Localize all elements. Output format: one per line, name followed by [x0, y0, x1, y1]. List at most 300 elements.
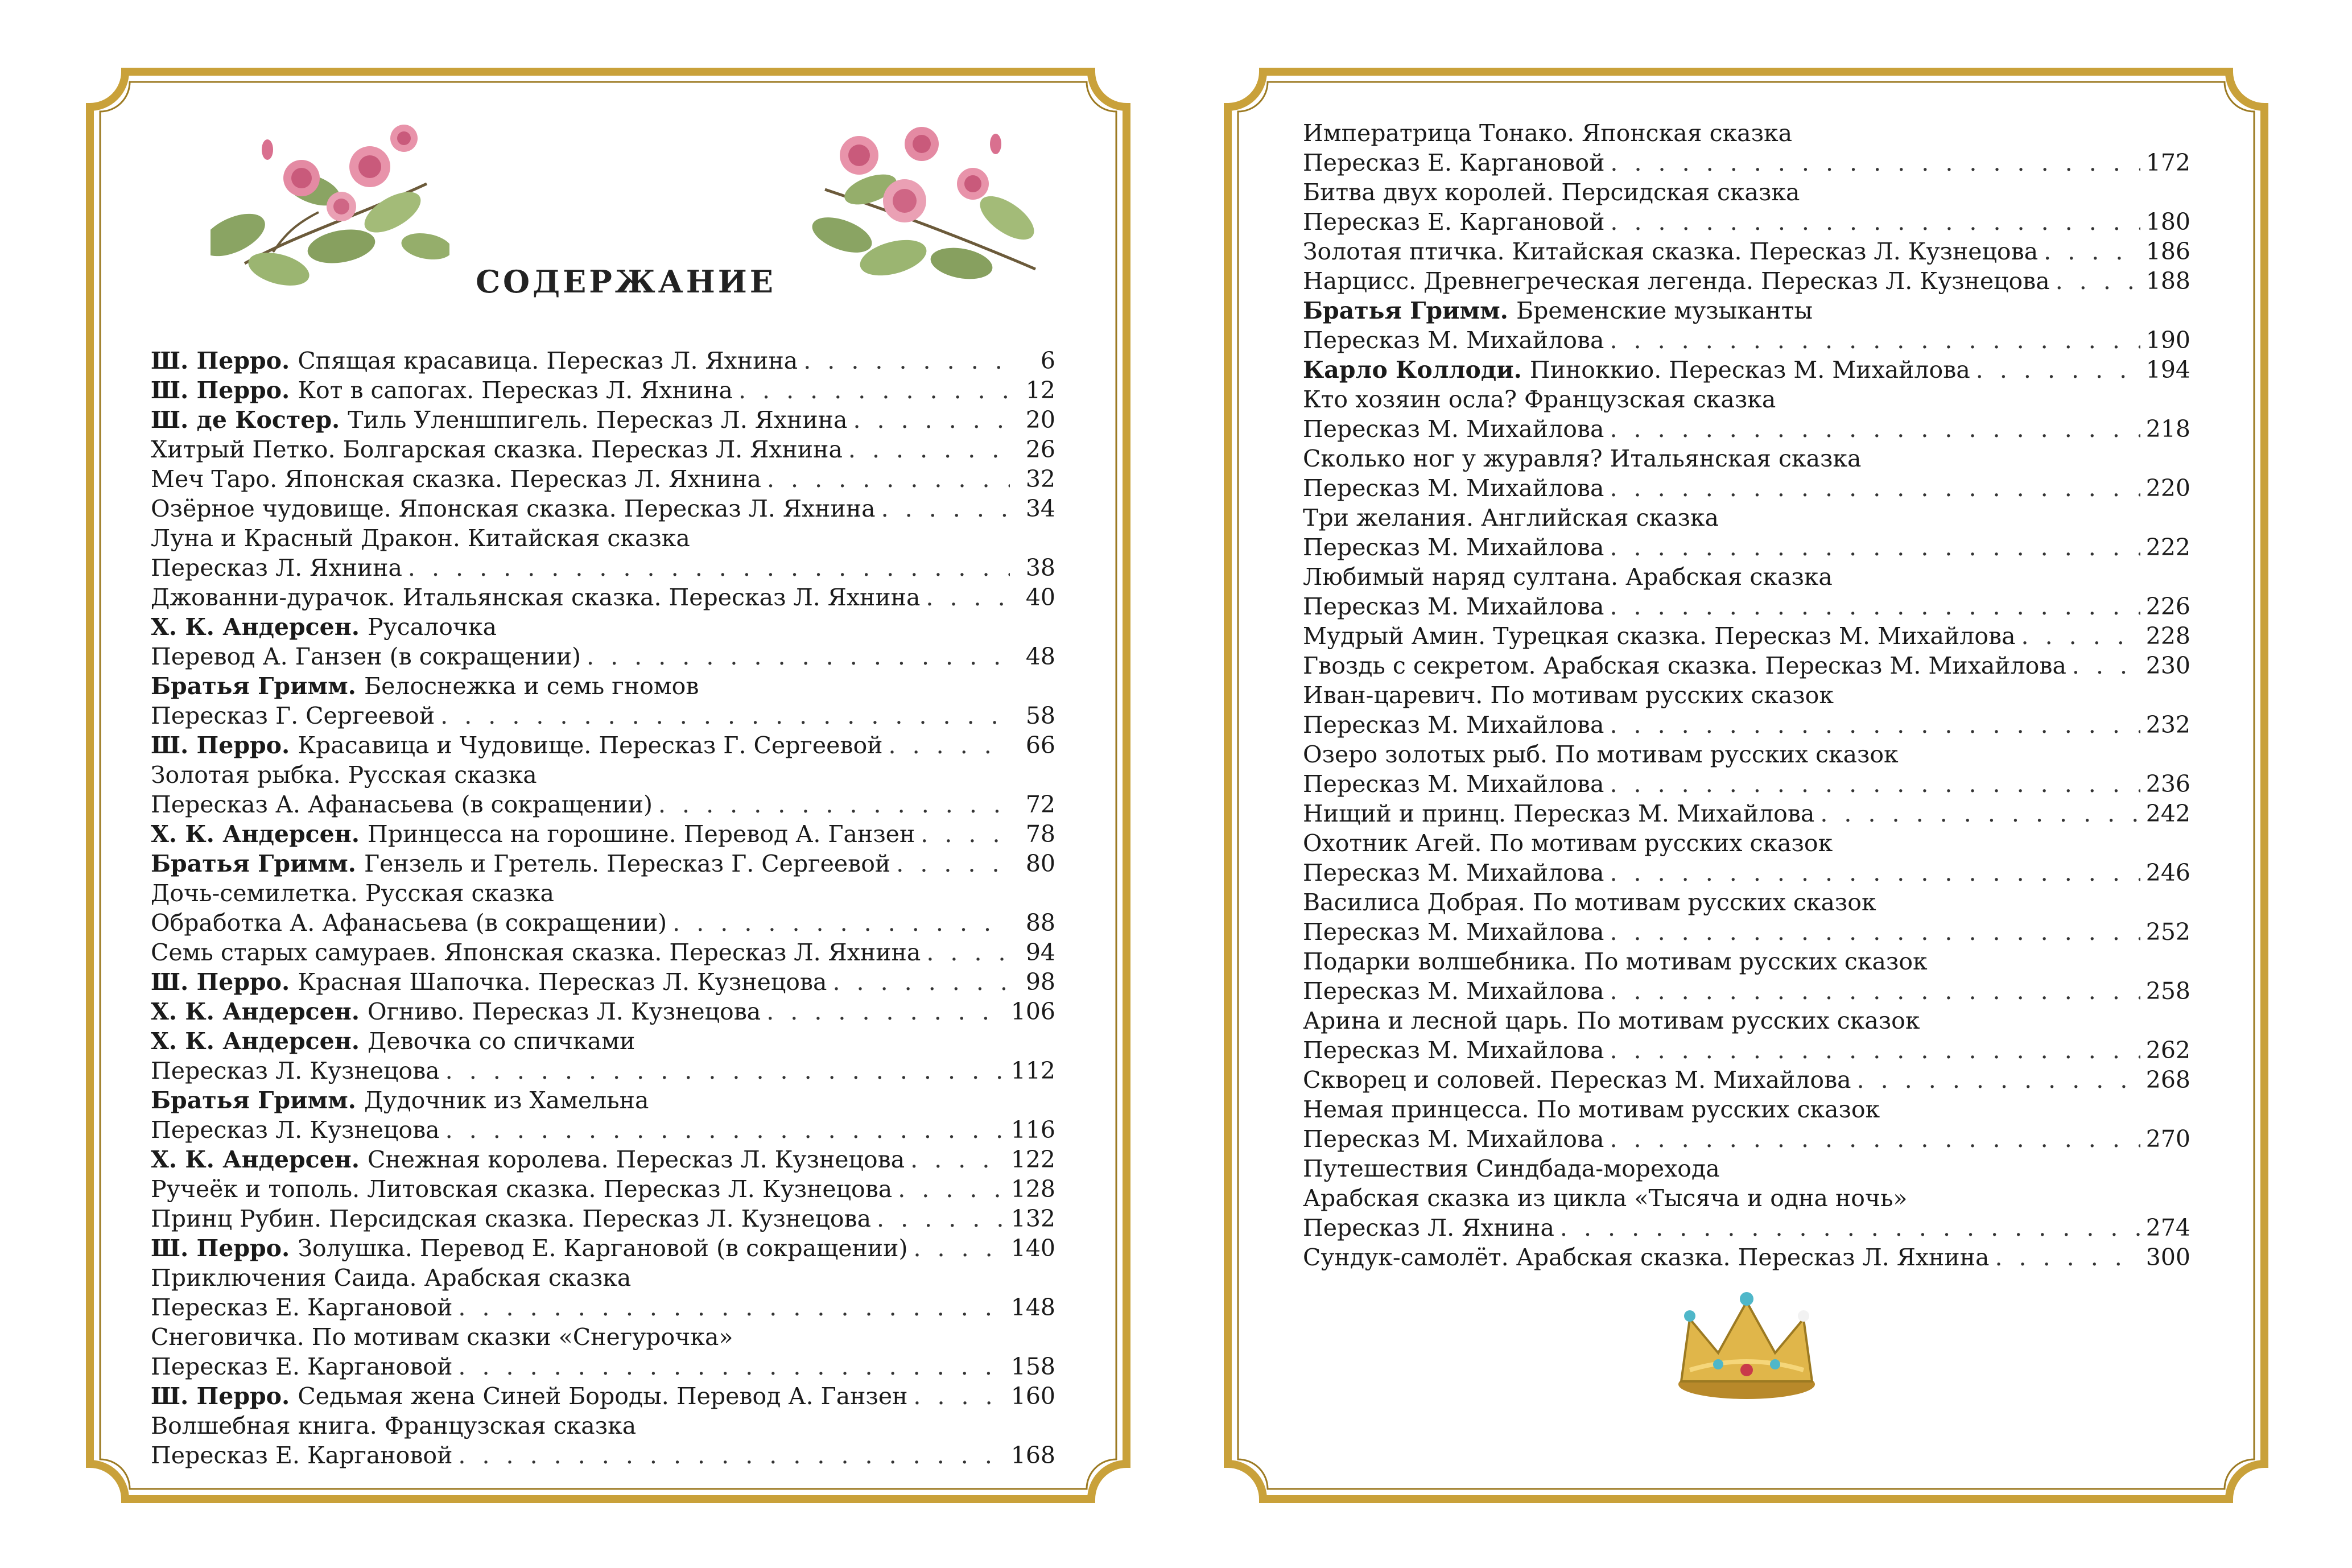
- toc-title: Скворец и соловей. Пересказ М. Михайлова: [1303, 1066, 1851, 1094]
- toc-title: Немая принцесса. По мотивам русских сказок: [1303, 1096, 1880, 1123]
- toc-line: [1303, 828, 2190, 858]
- toc-title: Пересказ М. Михайлова: [1303, 415, 1604, 443]
- toc-author: Х. К. Андерсен.: [151, 1028, 360, 1055]
- toc-page-number: 226: [2145, 593, 2190, 620]
- toc-title: Золотая рыбка. Русская сказка: [151, 761, 537, 789]
- toc-page-number: 186: [2145, 238, 2190, 265]
- toc-entry: [1303, 325, 2190, 355]
- toc-leader-dots: [658, 790, 1010, 819]
- toc-leader-dots: [766, 997, 1005, 1026]
- toc-entry: [1303, 385, 2190, 414]
- toc-leader-dots: [458, 1352, 1005, 1381]
- toc-title: Перевод А. Ганзен (в сокращении): [151, 643, 581, 670]
- toc-leader-dots: [2072, 651, 2140, 680]
- toc-page-number: 88: [1025, 909, 1055, 936]
- rose-branch-icon: [808, 121, 1047, 292]
- toc-title: Любимый наряд султана. Арабская сказка: [1303, 563, 1833, 591]
- toc-leader-dots: [896, 849, 1010, 878]
- toc-title: Три желания. Английская сказка: [1303, 504, 1719, 531]
- toc-line: [1303, 562, 2190, 592]
- toc-entry: [1303, 1243, 2190, 1272]
- toc-entry: [1303, 444, 2190, 473]
- toc-title: Арабская сказка из цикла «Тысяча и одна ночь»: [1303, 1185, 1908, 1212]
- toc-leader-dots: [848, 435, 1010, 464]
- toc-title: Пересказ Е. Каргановой: [151, 1442, 453, 1469]
- toc-page-number: 112: [1010, 1057, 1055, 1084]
- toc-leader-dots: [672, 908, 1010, 938]
- toc-title: Сколько ног у журавля? Итальянская сказка: [1303, 445, 1862, 472]
- toc-title: Сундук-самолёт. Арабская сказка. Пересказ Л. Яхнина: [1303, 1244, 1990, 1271]
- toc-author: Братья Гримм.: [151, 1087, 356, 1114]
- toc-entry: [151, 1293, 1055, 1322]
- toc-line: [1303, 1154, 2190, 1183]
- toc-entry: [1303, 355, 2190, 385]
- toc-line: [151, 790, 1055, 819]
- toc-entry: [151, 1381, 1055, 1411]
- toc-title: Белоснежка и семь гномов: [364, 672, 699, 700]
- toc-entry: [151, 819, 1055, 849]
- toc-entry: [151, 376, 1055, 405]
- toc-line: [151, 938, 1055, 967]
- toc-title: Кто хозяин осла? Французская сказка: [1303, 386, 1776, 413]
- toc-leader-dots: [1820, 799, 2140, 828]
- toc-page-number: 236: [2145, 770, 2190, 798]
- toc-title: Пересказ Е. Каргановой: [151, 1294, 453, 1321]
- toc-page-number: 122: [1010, 1146, 1055, 1173]
- toc-entry: [1303, 621, 2190, 651]
- toc-title: Пересказ М. Михайлова: [1303, 859, 1604, 886]
- toc-leader-dots: [767, 464, 1010, 494]
- toc-entry: [151, 1174, 1055, 1204]
- toc-title: Нищий и принц. Пересказ М. Михайлова: [1303, 800, 1815, 827]
- toc-line: [151, 1056, 1055, 1086]
- toc-page-number: 80: [1025, 850, 1055, 877]
- toc-entry: [151, 1086, 1055, 1115]
- toc-entry: [151, 1115, 1055, 1145]
- toc-title: Принцесса на горошине. Перевод А. Ганзен: [368, 820, 915, 848]
- toc-author: Х. К. Андерсен.: [151, 1146, 360, 1173]
- toc-leader-dots: [1610, 769, 2140, 799]
- page-title: СОДЕРЖАНИЕ: [476, 263, 776, 300]
- toc-entry: [1303, 1183, 2190, 1213]
- toc-title: Путешествия Синдбада-морехода: [1303, 1155, 1720, 1182]
- toc-leader-dots: [2056, 266, 2140, 296]
- toc-page-number: 274: [2145, 1214, 2190, 1241]
- toc-line: [1303, 148, 2190, 178]
- toc-title: Джованни-дурачок. Итальянская сказка. Пересказ Л. Яхнина: [151, 584, 921, 611]
- toc-line: [151, 1115, 1055, 1145]
- toc-entry: [151, 671, 1055, 701]
- toc-entry: [151, 878, 1055, 908]
- toc-title: Пиноккио. Пересказ М. Михайлова: [1529, 356, 1970, 383]
- toc-leader-dots: [1560, 1213, 2140, 1243]
- toc-leader-dots: [1610, 414, 2140, 444]
- toc-title: Гвоздь с секретом. Арабская сказка. Пересказ М. Михайлова: [1303, 652, 2066, 679]
- toc-line: [1303, 621, 2190, 651]
- toc-title: Снежная королева. Пересказ Л. Кузнецова: [368, 1146, 905, 1173]
- toc-author: Братья Гримм.: [1303, 297, 1508, 324]
- toc-line: [1303, 207, 2190, 237]
- toc-line: [151, 878, 1055, 908]
- toc-page-number: 20: [1025, 406, 1055, 434]
- toc-title: Снеговичка. По мотивам сказки «Снегурочка»: [151, 1323, 733, 1351]
- toc-entry: [151, 997, 1055, 1026]
- toc-title: Пересказ М. Михайлова: [1303, 977, 1604, 1005]
- toc-entry: [151, 553, 1055, 583]
- toc-leader-dots: [587, 642, 1010, 671]
- toc-author: Х. К. Андерсен.: [151, 613, 360, 641]
- toc-line: [1303, 769, 2190, 799]
- toc-entry: [151, 760, 1055, 790]
- toc-entry: [1303, 799, 2190, 828]
- toc-line: [151, 1086, 1055, 1115]
- toc-line: [1303, 740, 2190, 769]
- toc-entry: [1303, 1154, 2190, 1183]
- toc-title: Иван-царевич. По мотивам русских сказок: [1303, 682, 1834, 709]
- toc-page-number: 98: [1025, 968, 1055, 996]
- toc-line: [151, 849, 1055, 878]
- toc-leader-dots: [926, 583, 1010, 612]
- toc-page-number: 218: [2145, 415, 2190, 443]
- toc-line: [151, 701, 1055, 731]
- toc-page-number: 190: [2145, 327, 2190, 354]
- toc-line: [1303, 976, 2190, 1006]
- toc-leader-dots: [1610, 592, 2140, 621]
- toc-page-number: 94: [1025, 939, 1055, 966]
- toc-entry: [151, 701, 1055, 731]
- toc-title: Пересказ М. Михайлова: [1303, 327, 1604, 354]
- toc-page-number: 168: [1010, 1442, 1055, 1469]
- toc-line: [151, 1233, 1055, 1263]
- toc-entry: [151, 908, 1055, 938]
- toc-author: Ш. Перро.: [151, 1383, 290, 1410]
- toc-entry: [1303, 947, 2190, 976]
- toc-entry: [1303, 118, 2190, 148]
- toc-leader-dots: [1610, 533, 2140, 562]
- toc-page-number: 66: [1025, 732, 1055, 759]
- toc-line: [151, 1026, 1055, 1056]
- toc-line: [1303, 444, 2190, 473]
- toc-title: Гензель и Гретель. Пересказ Г. Сергеевой: [364, 850, 891, 877]
- toc-page-number: 34: [1025, 495, 1055, 522]
- toc-page-number: 180: [2145, 208, 2190, 236]
- toc-author: Х. К. Андерсен.: [151, 998, 360, 1025]
- toc-title: Пересказ М. Михайлова: [1303, 711, 1604, 738]
- toc-page-number: 38: [1025, 554, 1055, 581]
- toc-entry: [1303, 1095, 2190, 1124]
- toc-leader-dots: [1610, 917, 2140, 947]
- toc-entry: [151, 731, 1055, 760]
- toc-entry: [1303, 680, 2190, 710]
- toc-entry: [151, 523, 1055, 553]
- toc-line: [1303, 710, 2190, 740]
- toc-entry: [1303, 888, 2190, 917]
- toc-entry: [1303, 1213, 2190, 1243]
- toc-line: [151, 523, 1055, 553]
- rose-branch-icon: [211, 121, 449, 292]
- toc-entry: [1303, 237, 2190, 266]
- left-page: [85, 67, 1131, 1504]
- toc-entry: [151, 1056, 1055, 1086]
- toc-page-number: 6: [1040, 347, 1055, 374]
- toc-leader-dots: [803, 346, 1010, 376]
- toc-line: [1303, 1213, 2190, 1243]
- toc-line: [151, 997, 1055, 1026]
- toc-title: Пересказ Л. Кузнецова: [151, 1116, 440, 1144]
- toc-leader-dots: [881, 494, 1010, 523]
- toc-line: [1303, 325, 2190, 355]
- toc-title: Седьмая жена Синей Бороды. Перевод А. Ганзен: [298, 1383, 908, 1410]
- toc-line: [1303, 237, 2190, 266]
- toc-title: Арина и лесной царь. По мотивам русских сказок: [1303, 1007, 1920, 1034]
- toc-entry: [151, 1263, 1055, 1293]
- toc-entry: [151, 583, 1055, 612]
- toc-page-number: 252: [2145, 918, 2190, 946]
- toc-leader-dots: [2044, 237, 2140, 266]
- toc-title: Пересказ М. Михайлова: [1303, 1037, 1604, 1064]
- toc-author: Ш. Перро.: [151, 347, 290, 374]
- toc-title: Дочь-семилетка. Русская сказка: [151, 880, 554, 907]
- toc-line: [1303, 917, 2190, 947]
- toc-title: Красавица и Чудовище. Пересказ Г. Сергеевой: [298, 732, 883, 759]
- toc-entry: [151, 612, 1055, 642]
- toc-title: Озёрное чудовище. Японская сказка. Пересказ Л. Яхнина: [151, 495, 876, 522]
- toc-line: [1303, 592, 2190, 621]
- toc-page-number: 12: [1025, 377, 1055, 404]
- toc-title: Нарцисс. Древнегреческая легенда. Пересказ Л. Кузнецова: [1303, 267, 2050, 295]
- toc-page-number: 270: [2145, 1125, 2190, 1153]
- toc-leader-dots: [2021, 621, 2140, 651]
- toc-line: [151, 671, 1055, 701]
- toc-page-number: 222: [2145, 534, 2190, 561]
- toc-leader-dots: [921, 819, 1010, 849]
- toc-entry: [1303, 1065, 2190, 1095]
- toc-entry: [151, 790, 1055, 819]
- toc-entry: [1303, 592, 2190, 621]
- toc-page-number: 268: [2145, 1066, 2190, 1094]
- toc-entry: [1303, 828, 2190, 858]
- toc-entry: [1303, 1124, 2190, 1154]
- toc-leader-dots: [1857, 1065, 2140, 1095]
- toc-page-number: 140: [1010, 1235, 1055, 1262]
- toc-author: Братья Гримм.: [151, 672, 356, 700]
- toc-author: Карло Коллоди.: [1303, 356, 1522, 383]
- toc-line: [151, 1322, 1055, 1352]
- toc-title: Ручеёк и тополь. Литовская сказка. Пересказ Л. Кузнецова: [151, 1175, 893, 1203]
- toc-title: Спящая красавица. Пересказ Л. Яхнина: [298, 347, 798, 374]
- toc-leader-dots: [910, 1145, 1005, 1174]
- toc-page-number: 106: [1010, 998, 1055, 1025]
- toc-entry: [1303, 562, 2190, 592]
- toc-line: [151, 1411, 1055, 1441]
- toc-title: Пересказ М. Михайлова: [1303, 1125, 1604, 1153]
- toc-entry: [151, 435, 1055, 464]
- toc-title: Кот в сапогах. Пересказ Л. Яхнина: [298, 377, 733, 404]
- toc-page-number: 194: [2145, 356, 2190, 383]
- toc-entry: [1303, 178, 2190, 207]
- toc-leader-dots: [1610, 858, 2140, 888]
- toc-leader-dots: [1610, 976, 2140, 1006]
- toc-page-number: 258: [2145, 977, 2190, 1005]
- toc-leader-dots: [1995, 1243, 2140, 1272]
- toc-entry: [151, 1411, 1055, 1441]
- toc-leader-dots: [877, 1204, 1005, 1233]
- toc-title: Семь старых самураев. Японская сказка. Пересказ Л. Яхнина: [151, 939, 921, 966]
- toc-line: [1303, 1183, 2190, 1213]
- toc-page-number: 242: [2145, 800, 2190, 827]
- toc-title: Пересказ М. Михайлова: [1303, 918, 1604, 946]
- toc-line: [151, 908, 1055, 938]
- toc-line: [1303, 296, 2190, 325]
- toc-line: [151, 583, 1055, 612]
- toc-title: Тиль Уленшпигель. Пересказ Л. Яхнина: [348, 406, 848, 434]
- toc-list-left: [151, 346, 1055, 1470]
- toc-title: Луна и Красный Дракон. Китайская сказка: [151, 525, 690, 552]
- toc-line: [151, 642, 1055, 671]
- toc-page-number: 132: [1010, 1205, 1055, 1232]
- toc-leader-dots: [1610, 710, 2140, 740]
- toc-entry: [151, 1441, 1055, 1470]
- toc-leader-dots: [458, 1293, 1005, 1322]
- toc-leader-dots: [853, 405, 1010, 435]
- toc-leader-dots: [1610, 1124, 2140, 1154]
- toc-title: Императрица Тонако. Японская сказка: [1303, 119, 1793, 147]
- toc-entry: [1303, 503, 2190, 533]
- toc-title: Бременские музыканты: [1516, 297, 1813, 324]
- toc-author: Ш. Перро.: [151, 968, 290, 996]
- toc-line: [151, 1174, 1055, 1204]
- toc-page-number: 158: [1010, 1353, 1055, 1380]
- toc-line: [1303, 533, 2190, 562]
- toc-line: [151, 376, 1055, 405]
- toc-entry: [1303, 769, 2190, 799]
- toc-page-number: 172: [2145, 149, 2190, 176]
- toc-line: [1303, 414, 2190, 444]
- toc-title: Огниво. Пересказ Л. Кузнецова: [368, 998, 761, 1025]
- toc-entry: [151, 346, 1055, 376]
- toc-line: [1303, 355, 2190, 385]
- crown-icon: [1667, 1285, 1826, 1404]
- toc-author: Ш. Перро.: [151, 732, 290, 759]
- toc-page-number: 232: [2145, 711, 2190, 738]
- toc-page-number: 72: [1025, 791, 1055, 818]
- toc-leader-dots: [1610, 1035, 2140, 1065]
- toc-line: [1303, 473, 2190, 503]
- toc-line: [151, 1263, 1055, 1293]
- toc-title: Пересказ Г. Сергеевой: [151, 702, 435, 729]
- toc-title: Меч Таро. Японская сказка. Пересказ Л. Яхнина: [151, 465, 761, 493]
- toc-line: [151, 731, 1055, 760]
- toc-entry: [1303, 533, 2190, 562]
- toc-title: Пересказ М. Михайлова: [1303, 593, 1604, 620]
- toc-title: Обработка А. Афанасьева (в сокращении): [151, 909, 667, 936]
- toc-line: [1303, 1243, 2190, 1272]
- toc-title: Битва двух королей. Персидская сказка: [1303, 179, 1800, 206]
- toc-title: Пересказ Л. Яхнина: [1303, 1214, 1554, 1241]
- toc-title: Подарки волшебника. По мотивам русских сказок: [1303, 948, 1928, 975]
- toc-title: Золотая птичка. Китайская сказка. Пересказ Л. Кузнецова: [1303, 238, 2039, 265]
- toc-page-number: 300: [2145, 1244, 2190, 1271]
- toc-entry: [151, 1352, 1055, 1381]
- toc-title: Принц Рубин. Персидская сказка. Пересказ Л. Кузнецова: [151, 1205, 872, 1232]
- toc-entry: [151, 405, 1055, 435]
- toc-page-number: 148: [1010, 1294, 1055, 1321]
- toc-title: Волшебная книга. Французская сказка: [151, 1412, 637, 1439]
- toc-leader-dots: [1610, 473, 2140, 503]
- toc-title: Пересказ Л. Кузнецова: [151, 1057, 440, 1084]
- toc-line: [151, 760, 1055, 790]
- toc-line: [151, 1441, 1055, 1470]
- toc-line: [151, 435, 1055, 464]
- toc-title: Золушка. Перевод Е. Каргановой (в сокращении): [298, 1235, 908, 1262]
- toc-entry: [1303, 296, 2190, 325]
- toc-page-number: 26: [1025, 436, 1055, 463]
- toc-title: Охотник Агей. По мотивам русских сказок: [1303, 830, 1833, 857]
- toc-page-number: 228: [2145, 622, 2190, 650]
- toc-line: [1303, 651, 2190, 680]
- toc-leader-dots: [1610, 207, 2140, 237]
- toc-line: [1303, 1124, 2190, 1154]
- toc-author: Братья Гримм.: [151, 850, 356, 877]
- toc-title: Пересказ М. Михайлова: [1303, 534, 1604, 561]
- toc-title: Красная Шапочка. Пересказ Л. Кузнецова: [298, 968, 827, 996]
- toc-entry: [151, 938, 1055, 967]
- toc-line: [151, 346, 1055, 376]
- toc-entry: [151, 849, 1055, 878]
- toc-title: Пересказ М. Михайлова: [1303, 770, 1604, 798]
- toc-line: [1303, 680, 2190, 710]
- toc-line: [1303, 266, 2190, 296]
- toc-author: Х. К. Андерсен.: [151, 820, 360, 848]
- toc-title: Пересказ Е. Каргановой: [151, 1353, 453, 1380]
- toc-entry: [151, 494, 1055, 523]
- toc-entry: [151, 1322, 1055, 1352]
- toc-page-number: 32: [1025, 465, 1055, 493]
- toc-entry: [151, 642, 1055, 671]
- toc-page-number: 128: [1010, 1175, 1055, 1203]
- toc-leader-dots: [913, 1381, 1005, 1411]
- toc-line: [1303, 1006, 2190, 1035]
- toc-leader-dots: [458, 1441, 1005, 1470]
- toc-line: [1303, 1095, 2190, 1124]
- toc-line: [1303, 858, 2190, 888]
- toc-entry: [151, 967, 1055, 997]
- toc-author: Ш. де Костер.: [151, 406, 340, 434]
- contents-heading: [211, 121, 1041, 326]
- toc-page-number: 160: [1010, 1383, 1055, 1410]
- toc-line: [151, 464, 1055, 494]
- toc-title: Пересказ М. Михайлова: [1303, 474, 1604, 502]
- toc-title: Мудрый Амин. Турецкая сказка. Пересказ М. Михайлова: [1303, 622, 2016, 650]
- toc-line: [151, 494, 1055, 523]
- toc-entry: [1303, 1035, 2190, 1065]
- toc-line: [151, 405, 1055, 435]
- toc-line: [1303, 385, 2190, 414]
- toc-title: Дудочник из Хамельна: [364, 1087, 649, 1114]
- toc-author: Ш. Перро.: [151, 377, 290, 404]
- toc-leader-dots: [408, 553, 1010, 583]
- toc-page-number: 58: [1025, 702, 1055, 729]
- toc-page-number: 246: [2145, 859, 2190, 886]
- toc-title: Пересказ Е. Каргановой: [1303, 149, 1605, 176]
- toc-line: [1303, 503, 2190, 533]
- toc-line: [151, 967, 1055, 997]
- toc-title: Девочка со спичками: [368, 1028, 636, 1055]
- toc-page-number: 220: [2145, 474, 2190, 502]
- toc-line: [1303, 888, 2190, 917]
- toc-entry: [1303, 473, 2190, 503]
- toc-title: Хитрый Петко. Болгарская сказка. Пересказ Л. Яхнина: [151, 436, 843, 463]
